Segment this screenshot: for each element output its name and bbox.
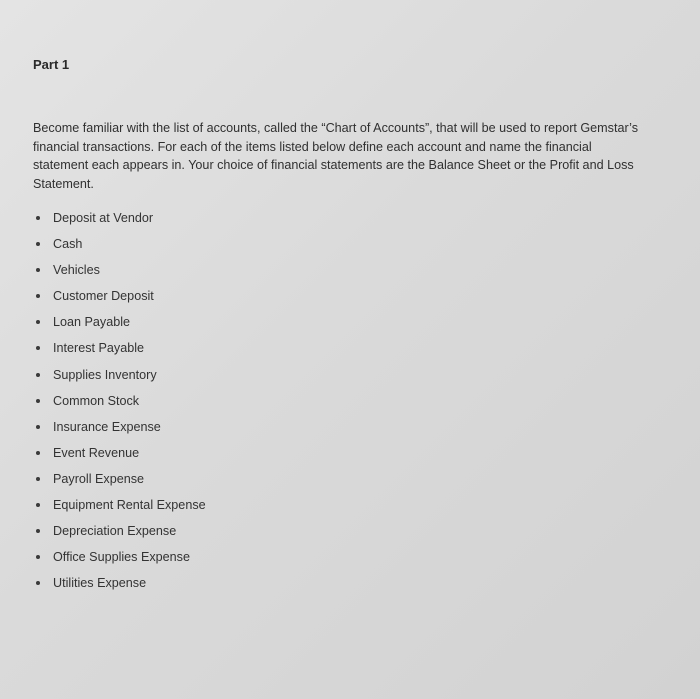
account-list [36,208,206,599]
account-label: Payroll Expense [53,471,145,486]
account-label: Customer Deposit [53,289,154,304]
account-label: Event Revenue [53,445,140,460]
account-label: Supplies Inventory [53,367,157,382]
account-item [36,260,206,286]
account-label: Loan Payable [53,315,131,330]
account-item [36,208,206,234]
bullet-icon [36,477,40,481]
account-label: Cash [53,237,83,252]
bullet-icon [36,503,40,507]
bullet-icon [36,529,40,533]
account-label: Office Supplies Expense [53,550,190,565]
bullet-icon [36,373,40,377]
bullet-icon [36,346,40,350]
bullet-icon [36,555,40,559]
account-item [36,443,206,469]
account-item [36,286,206,312]
bullet-icon [36,451,40,455]
bullet-icon [36,216,40,220]
account-label: Depreciation Expense [53,524,177,539]
account-label: Interest Payable [53,341,145,356]
account-item [36,312,206,338]
account-label: Insurance Expense [53,419,161,434]
bullet-icon [36,242,40,246]
account-item [36,234,206,260]
account-item [36,573,206,599]
account-item [36,338,206,364]
account-label: Equipment Rental Expense [53,498,206,513]
instructions-paragraph: Become familiar with the list of accounts, called the “Chart of Accounts”, that will be used to report Gemstar’s financial transactions. For each of the items listed below define each account and name the financial statement each appears in. Your choice of financial statements are the Balance Sheet or the Profit and Loss Statement. [33,121,639,191]
account-label: Vehicles [53,263,100,278]
bullet-icon [36,581,40,585]
account-item [36,521,206,547]
bullet-icon [36,294,40,298]
account-item [36,469,206,495]
account-label: Deposit at Vendor [53,211,154,225]
account-item [36,495,206,521]
bullet-icon [36,268,40,272]
account-item [36,547,206,573]
account-label: Common Stock [53,393,140,408]
account-item [36,417,206,443]
account-item [36,365,206,391]
part-heading: Part 1 [33,57,70,72]
bullet-icon [36,425,40,429]
account-item [36,391,206,417]
bullet-icon [36,399,40,403]
bullet-icon [36,320,40,324]
account-label: Utilities Expense [53,576,147,591]
